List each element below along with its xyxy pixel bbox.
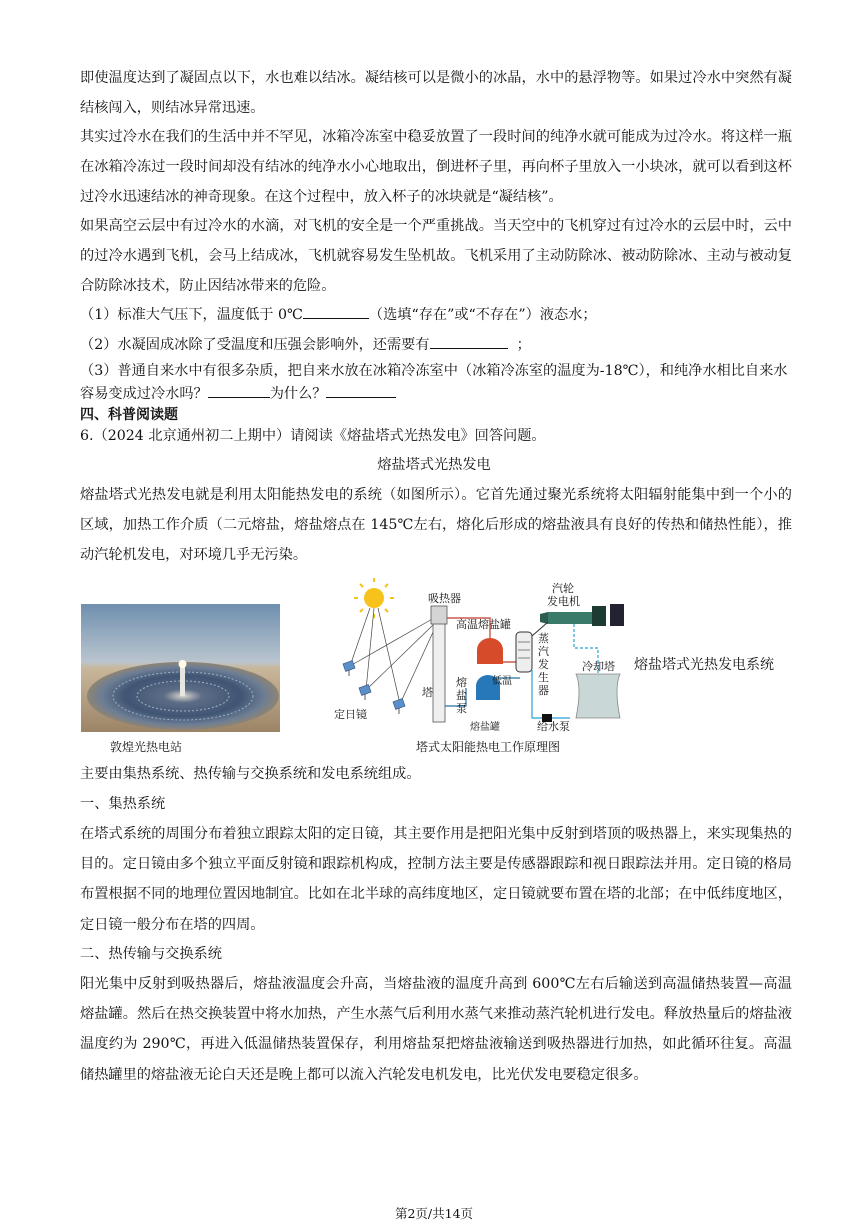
label-steam-generator: 蒸汽发生器 xyxy=(538,632,549,697)
article-intro: 熔盐塔式光热发电就是利用太阳能热发电的系统（如图所示）。它首先通过聚光系统将太阳辐射能集中到一个小的区域，加热工作介质（二元熔盐，熔盐熔点在 145℃左右，熔化后形成的熔盐液具有良好的传热和储热性能），推动汽轮机发电，对环境几乎无污染。 xyxy=(80,487,792,564)
system-label: 熔盐塔式光热发电系统 xyxy=(634,657,774,673)
photo-caption: 敦煌光热电站 xyxy=(110,740,183,754)
article-title: 熔盐塔式光热发电 xyxy=(377,457,491,473)
label-cold-tank-2: 熔盐罐 xyxy=(470,722,500,733)
question-2-text-a: （2）水凝固成冰除了受温度和压强会影响外，还需要有 xyxy=(80,337,430,353)
label-cold-tank-1: 低温 xyxy=(492,676,512,687)
paragraph-transfer-system: 阳光集中反射到吸热器后，熔盐液温度会升高，当熔盐液的温度升高到 600℃左右后输送到高温储热装置—高温熔盐罐。然后在热交换装置中将水加热，产生水蒸气后利用水蒸气来推动蒸汽轮机进行发电。释放热量后的熔盐液温度约为 290℃，再进入低温储热装置保存，利用熔盐泵把熔盐液输送到吸热器进行加热，如此循环往复。高温储热罐里的熔盐液无论白天还是晚上都可以流入汽轮发电机发电，比光伏发电要稳定很多。 xyxy=(80,976,792,1083)
paragraph-aircraft-icing: 如果高空云层中有过冷水的水滴，对飞机的安全是一个严重挑战。当天空中的飞机穿过有过冷水的云层中时，云中的过冷水遇到飞机，会马上结成冰，飞机就容易发生坠机故。飞机采用了主动防除冰、被动防除冰、主动与被动复合防除冰技术，防止因结冰带来的危险。 xyxy=(80,218,792,295)
label-heliostat: 定日镜 xyxy=(334,708,367,721)
tower-solar-diagram xyxy=(330,578,630,738)
question-1-text-a: （1）标准大气压下，温度低于 0℃ xyxy=(80,307,303,323)
hot-salt-tank xyxy=(477,638,503,664)
sun-icon xyxy=(354,578,394,618)
label-tower: 塔 xyxy=(422,686,433,699)
paragraph-supercooled-nuclei: 即使温度达到了凝固点以下，水也难以结冰。凝结核可以是微小的冰晶，水中的悬浮物等。如果过冷水中突然有凝结核闯入，则结冰异常迅速。 xyxy=(80,70,792,117)
label-turbine-1: 汽轮 xyxy=(552,582,574,595)
article-composition: 主要由集热系统、热传输与交换系统和发电系统组成。 xyxy=(80,766,421,782)
label-cooling-tower: 冷却塔 xyxy=(582,660,615,673)
answer-blank-2[interactable] xyxy=(430,332,508,349)
paragraph-fridge-example: 其实过冷水在我们的生活中并不罕见，冰箱冷冻室中稳妥放置了一段时间的纯净水就可能成为过冷水。将这样一瓶在冰箱冷冻过一段时间却没有结冰的纯净水小心地取出，倒进杯子里，再向杯子里放入一小块冰，就可以看到这杯过冷水迅速结冰的神奇现象。在这个过程中，放入杯子的冰块就是“凝结核”。 xyxy=(80,129,792,206)
answer-blank-3b[interactable] xyxy=(326,381,396,398)
label-turbine-2: 发电机 xyxy=(547,595,580,608)
label-hot-tank: 高温熔盐罐 xyxy=(456,618,511,631)
answer-blank-1[interactable] xyxy=(303,302,369,319)
question-1-text-b: （选填“存在”或“不存在”）液态水； xyxy=(368,307,597,323)
answer-blank-3a[interactable] xyxy=(208,381,270,398)
paragraph-collection-system: 在塔式系统的周围分布着独立跟踪太阳的定日镜，其主要作用是把阳光集中反射到塔顶的吸热器上，来实现集热的目的。定日镜由多个独立平面反射镜和跟踪机构成，控制方法主要是传感器跟踪和视日跟踪法并用。定日镜的格局布置根据不同的地理位置因地制宜。比如在北半球的高纬度地区，定日镜就要布置在塔的北部；在中低纬度地区，定日镜一般分布在塔的四周。 xyxy=(80,826,792,933)
page-footer: 第2页/共14页 xyxy=(394,1206,474,1221)
question-3-text-b: 为什么？ xyxy=(269,386,327,402)
label-salt-pump: 熔盐泵 xyxy=(456,676,467,715)
label-absorber: 吸热器 xyxy=(428,592,461,605)
section-heading: 四、科普阅读题 xyxy=(80,407,178,423)
diagram-caption: 塔式太阳能热电工作原理图 xyxy=(416,740,561,754)
question-1 xyxy=(80,301,792,329)
heading-transfer-system: 二、热传输与交换系统 xyxy=(80,946,222,962)
question-3 xyxy=(80,361,792,404)
question-6-prompt: 6.（2024 北京通州初二上期中）请阅读《熔盐塔式光热发电》回答问题。 xyxy=(80,428,546,444)
heading-collection-system: 一、集热系统 xyxy=(80,796,166,812)
power-station-photo xyxy=(81,604,280,732)
question-2 xyxy=(80,331,792,359)
label-feed-pump: 给水泵 xyxy=(537,720,570,733)
question-3-text-a: （3）普通自来水中有很多杂质，把自来水放在冰箱冷冻室中（冰箱冷冻室的温度为-18℃），和纯净水相比自来水容易变成过冷水吗？ xyxy=(80,363,788,402)
question-2-text-b: ； xyxy=(516,337,531,353)
